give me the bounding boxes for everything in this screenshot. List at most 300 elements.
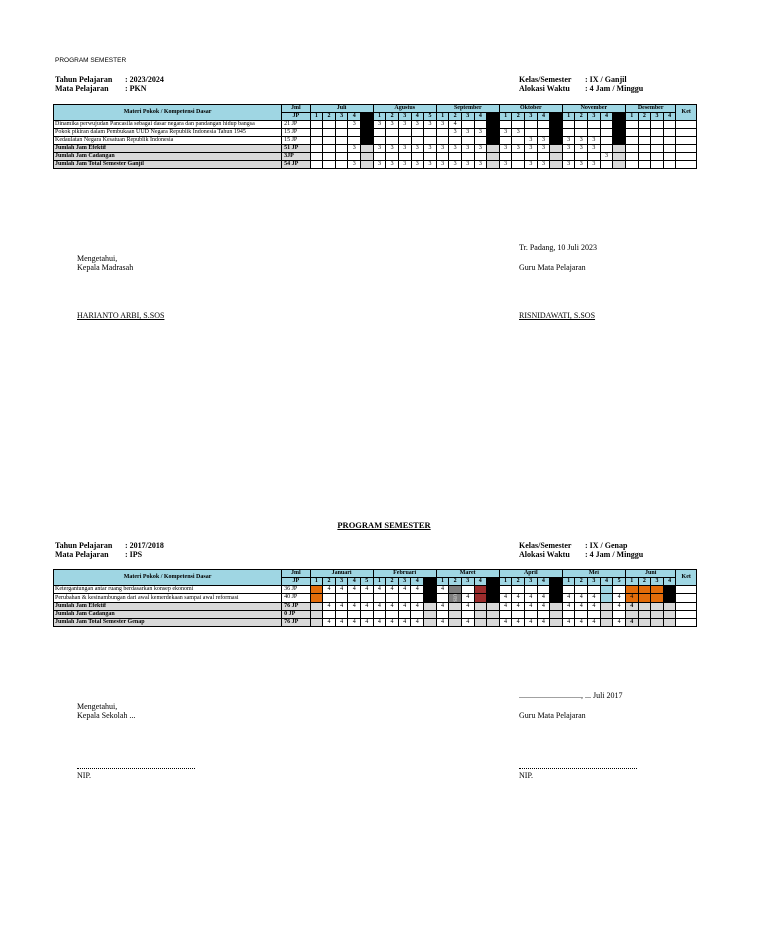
week-cell: 3 xyxy=(512,129,525,137)
place-date-2: ..............................., ... Juli 2017 xyxy=(519,691,623,700)
summary-cell: 4 xyxy=(562,618,575,626)
summary-label: Jumlah Jam Total Semester Genap xyxy=(54,618,282,626)
week-number: 2 xyxy=(512,113,525,121)
alokasi-value: : 4 Jam / Minggu xyxy=(585,550,644,559)
summary-cell xyxy=(310,161,323,169)
week-cell xyxy=(310,137,323,145)
summary-cell xyxy=(449,153,462,161)
summary-cell: 3 xyxy=(461,161,474,169)
week-number: 1 xyxy=(499,113,512,121)
summary-cell: 4 xyxy=(512,618,525,626)
summary-cell xyxy=(487,145,500,153)
summary-cell xyxy=(625,145,638,153)
week-cell xyxy=(335,137,348,145)
week-number: 3 xyxy=(588,113,601,121)
summary-cell xyxy=(600,145,613,153)
summary-cell xyxy=(348,610,361,618)
summary-cell: 3 xyxy=(449,145,462,153)
summary-cell: 4 xyxy=(613,618,626,626)
materi-cell: Perubahan & kesinambungan dari awal kemerdekaan sampai awal reformasi xyxy=(54,594,282,603)
summary-cell: 4 xyxy=(348,602,361,610)
week-cell xyxy=(613,137,626,145)
col-ket-header: Ket xyxy=(676,570,697,586)
summary-cell: 3 xyxy=(398,161,411,169)
week-cell xyxy=(625,121,638,129)
summary-cell xyxy=(474,602,487,610)
week-cell xyxy=(424,137,437,145)
summary-cell xyxy=(335,610,348,618)
week-cell xyxy=(474,586,487,594)
summary-cell xyxy=(651,610,664,618)
summary-cell: 4 xyxy=(361,602,374,610)
summary-jp: 54 JP xyxy=(282,161,311,169)
week-cell xyxy=(550,586,563,594)
header-row xyxy=(54,105,697,113)
summary-cell: 4 xyxy=(335,618,348,626)
week-cell xyxy=(487,586,500,594)
week-cell xyxy=(512,137,525,145)
month-header: Juli xyxy=(310,105,373,113)
week-number: 4 xyxy=(600,578,613,586)
week-cell xyxy=(348,594,361,603)
week-cell xyxy=(361,594,374,603)
week-cell xyxy=(373,137,386,145)
summary-cell: 4 xyxy=(411,618,424,626)
summary-cell xyxy=(575,610,588,618)
signature-line xyxy=(77,760,195,769)
week-cell xyxy=(550,129,563,137)
week-cell: 4 xyxy=(625,594,638,603)
summary-cell: 3 xyxy=(512,145,525,153)
summary-cell: 4 xyxy=(335,602,348,610)
week-number: 3 xyxy=(398,578,411,586)
summary-cell xyxy=(361,161,374,169)
week-cell xyxy=(424,586,437,594)
summary-cell: 3 xyxy=(575,145,588,153)
summary-cell xyxy=(651,602,664,610)
month-header: April xyxy=(499,570,562,578)
col-materi-header: Materi Pokok / Kompetensi Dasar xyxy=(54,570,282,586)
summary-cell: 4 xyxy=(361,618,374,626)
header-left-1 xyxy=(55,75,164,93)
summary-cell xyxy=(398,610,411,618)
week-cell xyxy=(335,594,348,603)
summary-cell xyxy=(461,610,474,618)
tahun-label: Tahun Pelajaran xyxy=(55,75,113,84)
summary-cell xyxy=(625,610,638,618)
summary-cell xyxy=(436,610,449,618)
week-number: 1 xyxy=(436,113,449,121)
ket-cell xyxy=(676,610,697,618)
summary-cell xyxy=(424,610,437,618)
summary-cell xyxy=(310,153,323,161)
week-cell xyxy=(625,586,638,594)
week-cell xyxy=(651,121,664,129)
week-cell xyxy=(487,121,500,129)
summary-cell: 3 xyxy=(588,145,601,153)
week-number: 5 xyxy=(424,113,437,121)
week-cell: 3 xyxy=(411,121,424,129)
week-cell xyxy=(663,594,676,603)
guru-title-1: Guru Mata Pelajaran xyxy=(519,263,586,272)
ket-cell xyxy=(676,594,697,603)
week-cell: 3 xyxy=(525,137,538,145)
week-cell xyxy=(663,121,676,129)
week-cell xyxy=(537,129,550,137)
summary-row xyxy=(54,153,697,161)
summary-cell xyxy=(323,161,336,169)
signature-line xyxy=(519,760,637,769)
week-cell xyxy=(361,121,374,129)
summary-cell: 3 xyxy=(575,161,588,169)
summary-cell: 4 xyxy=(499,618,512,626)
summary-cell xyxy=(663,161,676,169)
week-cell: 3 xyxy=(373,121,386,129)
summary-label: Jumlah Jam Total Semester Ganjil xyxy=(54,161,282,169)
summary-cell: 3 xyxy=(499,161,512,169)
summary-cell xyxy=(361,610,374,618)
week-number: 1 xyxy=(625,113,638,121)
summary-cell xyxy=(424,618,437,626)
summary-cell xyxy=(562,153,575,161)
week-cell xyxy=(525,129,538,137)
week-cell xyxy=(638,594,651,603)
summary-cell xyxy=(613,153,626,161)
summary-cell: 3 xyxy=(474,161,487,169)
week-cell xyxy=(335,121,348,129)
week-number: 2 xyxy=(638,113,651,121)
month-header: Juni xyxy=(625,570,675,578)
summary-cell xyxy=(613,161,626,169)
col-jml-header: Jml xyxy=(282,570,311,578)
ket-cell xyxy=(676,618,697,626)
week-cell xyxy=(411,129,424,137)
summary-cell: 4 xyxy=(386,618,399,626)
summary-cell xyxy=(562,610,575,618)
summary-cell xyxy=(474,153,487,161)
summary-cell xyxy=(487,618,500,626)
summary-cell xyxy=(499,153,512,161)
week-cell xyxy=(436,129,449,137)
week-number xyxy=(424,578,437,586)
summary-cell: 3 xyxy=(411,161,424,169)
summary-cell: 4 xyxy=(512,602,525,610)
week-cell xyxy=(474,121,487,129)
summary-cell xyxy=(525,153,538,161)
summary-cell: 3 xyxy=(424,161,437,169)
summary-cell xyxy=(411,153,424,161)
week-cell xyxy=(348,137,361,145)
week-cell xyxy=(436,137,449,145)
week-cell xyxy=(323,121,336,129)
summary-jp: 3JP xyxy=(282,153,311,161)
summary-cell xyxy=(335,153,348,161)
month-header: Oktober xyxy=(499,105,562,113)
ket-cell xyxy=(676,145,697,153)
week-cell xyxy=(310,594,323,603)
kepala-title: Kepala Madrasah xyxy=(77,263,134,272)
summary-cell: 3 xyxy=(411,145,424,153)
week-cell xyxy=(613,129,626,137)
nip-right xyxy=(519,760,637,780)
summary-cell: 4 xyxy=(537,602,550,610)
summary-cell: 4 xyxy=(398,618,411,626)
week-cell xyxy=(663,137,676,145)
summary-cell xyxy=(550,145,563,153)
ket-cell xyxy=(676,161,697,169)
summary-jp: 0 JP xyxy=(282,610,311,618)
week-number: 2 xyxy=(323,113,336,121)
week-cell: 3 xyxy=(348,121,361,129)
summary-jp: 76 JP xyxy=(282,618,311,626)
alokasi-label: Alokasi Waktu xyxy=(519,550,570,559)
week-number: 3 xyxy=(651,578,664,586)
summary-cell xyxy=(512,161,525,169)
week-cell xyxy=(562,129,575,137)
summary-cell xyxy=(348,153,361,161)
nip-label: NIP. xyxy=(519,771,534,780)
header-right-1 xyxy=(519,75,643,93)
week-cell xyxy=(487,137,500,145)
week-cell: 4 xyxy=(449,121,462,129)
week-cell xyxy=(386,594,399,603)
week-cell xyxy=(411,137,424,145)
week-cell xyxy=(512,121,525,129)
week-cell: 4 xyxy=(512,594,525,603)
summary-cell xyxy=(550,610,563,618)
summary-cell xyxy=(436,153,449,161)
week-number: 4 xyxy=(411,113,424,121)
summary-cell: 3 xyxy=(373,145,386,153)
summary-cell xyxy=(600,618,613,626)
week-cell xyxy=(575,129,588,137)
summary-cell: 3 xyxy=(525,161,538,169)
kepala-name: HARIANTO ARBI, S.SOS xyxy=(77,311,165,320)
summary-cell xyxy=(487,602,500,610)
summary-row xyxy=(54,161,697,169)
week-number: 3 xyxy=(398,113,411,121)
week-cell xyxy=(411,594,424,603)
summary-cell xyxy=(474,618,487,626)
summary-cell xyxy=(663,145,676,153)
week-cell: 4 xyxy=(461,594,474,603)
summary-cell: 4 xyxy=(461,618,474,626)
week-cell xyxy=(651,129,664,137)
summary-row xyxy=(54,602,697,610)
summary-cell xyxy=(310,602,323,610)
doc-title-1: PROGRAM SEMESTER xyxy=(55,57,127,64)
summary-cell xyxy=(373,153,386,161)
uts-cell: UTS xyxy=(449,594,462,603)
week-cell xyxy=(600,121,613,129)
summary-cell xyxy=(638,161,651,169)
col-jp-header: JP xyxy=(282,578,311,586)
week-number: 5 xyxy=(361,578,374,586)
week-cell xyxy=(537,586,550,594)
summary-cell xyxy=(651,161,664,169)
week-cell xyxy=(600,129,613,137)
week-cell xyxy=(600,594,613,603)
summary-cell xyxy=(386,153,399,161)
week-number: 4 xyxy=(600,113,613,121)
week-cell xyxy=(449,586,462,594)
summary-row xyxy=(54,145,697,153)
summary-cell: 3 xyxy=(386,161,399,169)
week-cell xyxy=(373,129,386,137)
summary-cell: 4 xyxy=(625,618,638,626)
month-header: Januari xyxy=(310,570,373,578)
week-number xyxy=(487,113,500,121)
summary-cell xyxy=(310,610,323,618)
week-cell xyxy=(600,137,613,145)
jp-cell: 15 JP xyxy=(282,129,311,137)
mapel-label: Mata Pelajaran xyxy=(55,84,109,93)
ket-cell xyxy=(676,121,697,129)
summary-cell xyxy=(361,153,374,161)
nip-left xyxy=(77,760,195,780)
summary-cell: 4 xyxy=(398,602,411,610)
mapel-value: : PKN xyxy=(125,84,147,93)
summary-cell: 4 xyxy=(524,602,537,610)
week-number: 4 xyxy=(663,113,676,121)
materi-cell: Pokok pikiran dalam Pembukaan UUD Negara Republik Indonesia Tahun 1945 xyxy=(54,129,282,137)
guru-title-2: Guru Mata Pelajaran xyxy=(519,711,586,720)
week-cell xyxy=(474,594,487,603)
week-number xyxy=(487,578,500,586)
summary-cell: 4 xyxy=(373,602,386,610)
week-number: 5 xyxy=(613,578,626,586)
summary-cell: 4 xyxy=(625,602,638,610)
kelas-label: Kelas/Semester xyxy=(519,75,572,84)
week-cell xyxy=(424,594,437,603)
summary-cell: 4 xyxy=(613,602,626,610)
kelas-value: : IX / Genap xyxy=(585,541,628,550)
summary-cell: 4 xyxy=(411,602,424,610)
kepala-title: Kepala Sekolah ... xyxy=(77,711,136,720)
week-cell xyxy=(499,137,512,145)
week-cell xyxy=(613,121,626,129)
week-cell xyxy=(588,121,601,129)
col-ket-header: Ket xyxy=(676,105,697,121)
summary-cell: 3 xyxy=(436,161,449,169)
summary-cell xyxy=(550,161,563,169)
summary-cell xyxy=(537,610,550,618)
week-cell xyxy=(525,121,538,129)
week-cell: 3 xyxy=(575,137,588,145)
week-cell xyxy=(588,129,601,137)
summary-cell: 4 xyxy=(537,618,550,626)
mapel-value: : IPS xyxy=(125,550,143,559)
week-cell: 3 xyxy=(461,129,474,137)
summary-cell: 4 xyxy=(386,602,399,610)
summary-cell: 3 xyxy=(348,161,361,169)
week-number: 1 xyxy=(562,113,575,121)
summary-cell xyxy=(600,602,613,610)
week-number: 2 xyxy=(512,578,525,586)
mengetahui-text: Mengetahui, xyxy=(77,254,118,263)
week-number xyxy=(613,113,626,121)
week-number: 4 xyxy=(474,113,487,121)
tahun-value: : 2023/2024 xyxy=(125,75,164,84)
week-number: 4 xyxy=(411,578,424,586)
summary-label: Jumlah Jam Cadangan xyxy=(54,153,282,161)
jp-cell: 36 JP xyxy=(282,586,311,594)
week-cell xyxy=(398,129,411,137)
week-number: 2 xyxy=(323,578,336,586)
week-cell: 4 xyxy=(575,594,588,603)
week-number: 4 xyxy=(537,113,550,121)
week-cell xyxy=(638,586,651,594)
summary-cell xyxy=(449,610,462,618)
week-cell xyxy=(524,586,537,594)
summary-cell xyxy=(625,161,638,169)
week-cell xyxy=(310,121,323,129)
summary-cell: 3 xyxy=(398,145,411,153)
summary-cell: 4 xyxy=(575,602,588,610)
header-left-2 xyxy=(55,541,164,559)
summary-cell: 3 xyxy=(449,161,462,169)
week-cell xyxy=(512,586,525,594)
summary-cell: 4 xyxy=(588,618,601,626)
summary-cell: 3 xyxy=(588,161,601,169)
week-cell: 3 xyxy=(499,129,512,137)
week-cell xyxy=(537,121,550,129)
summary-label: Jumlah Jam Cadangan xyxy=(54,610,282,618)
week-cell xyxy=(461,121,474,129)
summary-cell xyxy=(625,153,638,161)
summary-cell xyxy=(449,618,462,626)
week-cell: 3 xyxy=(398,121,411,129)
jp-cell: 40 JP xyxy=(282,594,311,603)
month-header: Agustus xyxy=(373,105,436,113)
summary-cell: 4 xyxy=(436,602,449,610)
summary-row xyxy=(54,610,697,618)
week-cell xyxy=(373,594,386,603)
summary-cell xyxy=(323,153,336,161)
week-cell xyxy=(638,137,651,145)
week-cell xyxy=(323,594,336,603)
summary-cell: 3 xyxy=(373,161,386,169)
week-cell xyxy=(424,129,437,137)
summary-cell: 4 xyxy=(575,618,588,626)
week-number: 2 xyxy=(449,578,462,586)
col-materi-header: Materi Pokok / Kompetensi Dasar xyxy=(54,105,282,121)
week-cell xyxy=(398,137,411,145)
kelas-value: : IX / Ganjil xyxy=(585,75,627,84)
week-cell xyxy=(575,121,588,129)
week-number: 2 xyxy=(386,113,399,121)
summary-cell xyxy=(638,153,651,161)
table-row xyxy=(54,121,697,129)
week-number: 3 xyxy=(461,578,474,586)
week-cell xyxy=(361,129,374,137)
summary-cell xyxy=(638,610,651,618)
table-row xyxy=(54,594,697,603)
week-number: 1 xyxy=(499,578,512,586)
summary-cell xyxy=(588,153,601,161)
week-cell: 3 xyxy=(449,129,462,137)
week-number: 1 xyxy=(373,113,386,121)
summary-cell xyxy=(651,145,664,153)
summary-cell xyxy=(600,161,613,169)
week-number xyxy=(550,113,563,121)
summary-cell: 3 xyxy=(537,145,550,153)
week-cell xyxy=(348,129,361,137)
summary-cell: 4 xyxy=(461,602,474,610)
week-cell: 3 xyxy=(474,129,487,137)
week-cell xyxy=(449,137,462,145)
week-cell xyxy=(487,594,500,603)
